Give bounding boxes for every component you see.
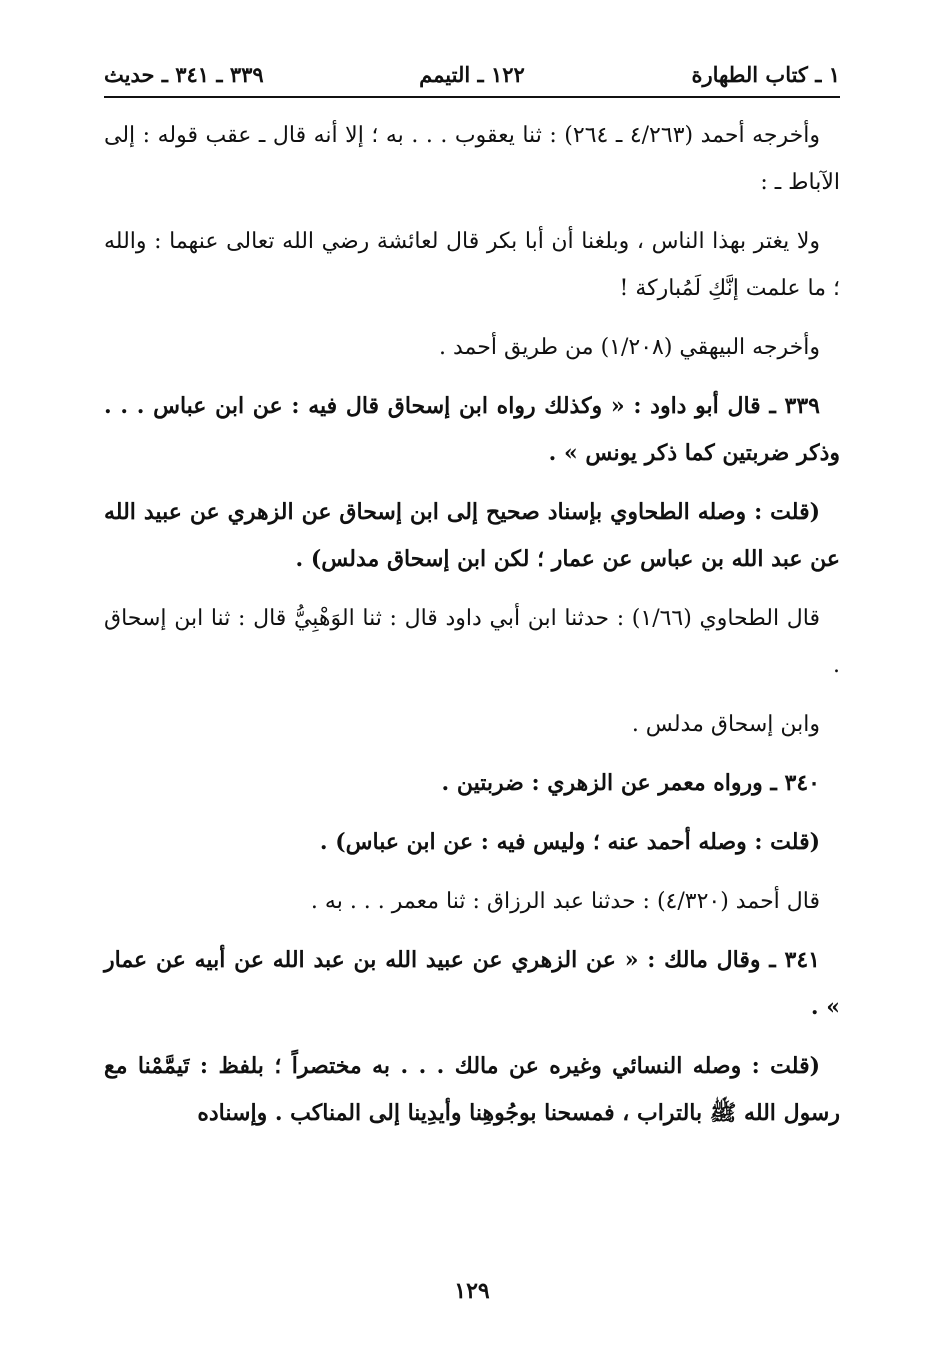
page-number: ١٢٩ <box>454 1278 490 1304</box>
header-book-title: ١ ـ كتاب الطهارة <box>691 62 840 87</box>
paragraph-note-339: (قلت : وصله الطحاوي بإسناد صحيح إلى ابن إسحاق عن الزهري عن عبيد الله عن عبد الله بن عباس عن عمار ؛ لكن ابن إسحاق مدلس) . <box>104 499 840 572</box>
hadith-341: ٣٤١ ـ وقال مالك : « عن الزهري عن عبيد الله بن عبد الله عن أبيه عن عمار » . <box>104 947 840 1020</box>
paragraph-bayhaqi: وأخرجه البيهقي (١/٢٠٨) من طريق أحمد . <box>438 335 820 360</box>
running-header <box>104 56 840 98</box>
paragraph-mudallis: وابن إسحاق مدلس . <box>631 712 820 737</box>
paragraph-ahmad-takhrij: وأخرجه أحمد (٤/٢٦٣ ـ ٢٦٤) : ثنا يعقوب . . . به ؛ إلا أنه قال ـ عقب قوله : إلى الآباط ـ : <box>104 123 840 195</box>
paragraph-note-341: (قلت : وصله النسائي وغيره عن مالك . . . به مختصراً ؛ بلفظ : تَيمَّمْنا مع رسول الله ﷺ بالتراب ، فمسحنا بوجُوهِنا وأيدِينا إلى المناكب . وإسناده <box>104 1053 840 1126</box>
header-chapter-title: ١٢٢ ـ التيمم <box>419 62 525 87</box>
hadith-340: ٣٤٠ ـ ورواه معمر عن الزهري : ضربتين . <box>441 770 820 796</box>
hadith-339: ٣٣٩ ـ قال أبو داود : « وكذلك رواه ابن إسحاق قال فيه : عن ابن عباس . . . وذكر ضربتين كما ذكر يونس » . <box>104 393 840 466</box>
paragraph-tahawi: قال الطحاوي (١/٦٦) : حدثنا ابن أبي داود قال : ثنا الوَهْبِيُّ قال : ثنا ابن إسحاق . <box>104 606 840 678</box>
page-body <box>104 98 840 1137</box>
document-page <box>104 56 840 1346</box>
paragraph-ahmad-320: قال أحمد (٤/٣٢٠) : حدثنا عبد الرزاق : ثنا معمر . . . به . <box>310 889 820 914</box>
header-hadith-range: ٣٣٩ ـ ٣٤١ ـ حديث <box>104 62 264 87</box>
paragraph-quote: ولا يغتر بهذا الناس ، وبلغنا أن أبا بكر قال لعائشة رضي الله تعالى عنهما : والله ؛ ما علمت إنَّكِ لَمُباركة ! <box>104 229 840 301</box>
paragraph-note-340: (قلت : وصله أحمد عنه ؛ وليس فيه : عن ابن عباس) . <box>319 829 820 855</box>
